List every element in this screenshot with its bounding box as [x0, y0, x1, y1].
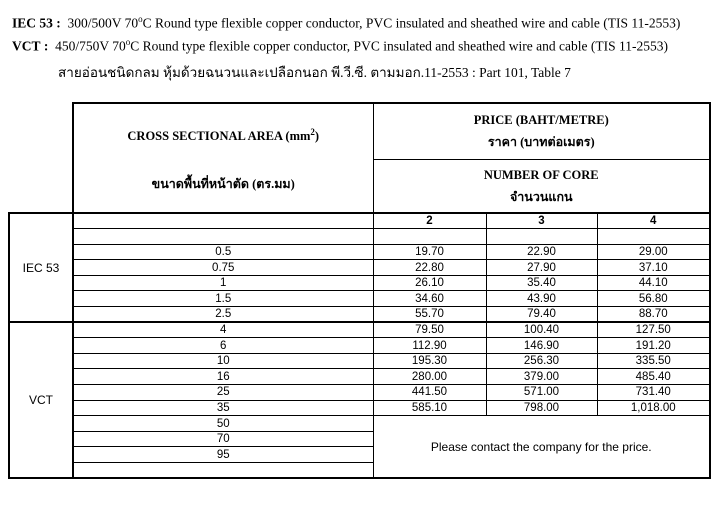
price-2-core: 280.00 — [373, 369, 486, 385]
vct-description: C Round type flexible copper conductor, PVC insulated and sheathed wire and cable (TIS 11-2553) — [130, 38, 668, 54]
price-table — [8, 102, 711, 479]
price-3-core: 79.40 — [486, 307, 597, 323]
table-row — [9, 385, 710, 401]
price-2-core: 79.50 — [373, 322, 486, 338]
core-header — [373, 159, 710, 213]
core-2-header: 2 — [373, 213, 486, 229]
degree-sign: o — [125, 37, 131, 47]
table-row — [9, 416, 710, 432]
core-header-en: NUMBER OF CORE — [483, 167, 599, 182]
price-2-core: 34.60 — [373, 291, 486, 307]
price-3-core: 100.40 — [486, 322, 597, 338]
price-3-core: 379.00 — [486, 369, 597, 385]
price-2-core: 585.10 — [373, 400, 486, 416]
table-row — [9, 322, 710, 338]
price-2-core: 22.80 — [373, 260, 486, 276]
size-cell: 70 — [73, 431, 373, 447]
core-4-header: 4 — [597, 213, 710, 229]
size-cell: 10 — [73, 353, 373, 369]
iec53-code: IEC 53 — [12, 15, 53, 31]
price-2-core: 19.70 — [373, 244, 486, 260]
header-line-thai: สายอ่อนชนิดกลม หุ้มด้วยฉนวนและเปลือกนอก พี.วี.ซี. ตามมอก.11-2553 : Part 101, Table 7 — [58, 65, 571, 80]
price-3-core: 571.00 — [486, 385, 597, 401]
price-3-core: 146.90 — [486, 338, 597, 354]
price-4-core: 335.50 — [597, 353, 710, 369]
price-4-core: 88.70 — [597, 307, 710, 323]
size-cell: 16 — [73, 369, 373, 385]
core-header-th: จำนวนแกน — [509, 189, 573, 204]
table-row — [9, 275, 710, 291]
group-label-vct: VCT — [9, 322, 73, 478]
header-line-vct — [12, 37, 668, 55]
header-line-iec53 — [12, 14, 680, 32]
price-4-core: 44.10 — [597, 275, 710, 291]
size-cell: 35 — [73, 400, 373, 416]
table-row — [9, 291, 710, 307]
separator: : — [43, 38, 49, 54]
size-cell: 25 — [73, 385, 373, 401]
price-4-core: 731.40 — [597, 385, 710, 401]
price-4-core: 1,018.00 — [597, 400, 710, 416]
price-header-en: PRICE (BAHT/METRE) — [473, 113, 609, 128]
core-3-header: 3 — [486, 213, 597, 229]
size-cell: 1.5 — [73, 291, 373, 307]
size-cell: 95 — [73, 447, 373, 463]
price-2-core: 112.90 — [373, 338, 486, 354]
area-header-sup: 2 — [310, 126, 315, 137]
area-header-th: ขนาดพื้นที่หน้าตัด (ตร.มม) — [151, 177, 295, 192]
iec53-description: C Round type flexible copper conductor, PVC insulated and sheathed wire and cable (TIS 11-2553) — [142, 15, 681, 31]
table-row — [9, 307, 710, 323]
degree-sign: o — [138, 14, 143, 24]
size-cell: 6 — [73, 338, 373, 354]
table-row — [9, 353, 710, 369]
price-4-core: 191.20 — [597, 338, 710, 354]
area-header-close: ) — [314, 129, 320, 144]
price-4-core: 485.40 — [597, 369, 710, 385]
table-row — [9, 369, 710, 385]
price-2-core: 441.50 — [373, 385, 486, 401]
table-row — [9, 260, 710, 276]
price-3-core: 798.00 — [486, 400, 597, 416]
group-label-iec53: IEC 53 — [9, 213, 73, 322]
contact-note: Please contact the company for the price. — [373, 416, 710, 478]
table-row — [9, 338, 710, 354]
price-4-core: 127.50 — [597, 322, 710, 338]
price-3-core: 35.40 — [486, 275, 597, 291]
price-4-core: 29.00 — [597, 244, 710, 260]
price-4-core: 37.10 — [597, 260, 710, 276]
table-row — [9, 244, 710, 260]
area-header — [73, 103, 373, 213]
size-cell: 50 — [73, 416, 373, 432]
area-header-en: CROSS SECTIONAL AREA (mm — [127, 129, 311, 144]
price-2-core: 55.70 — [373, 307, 486, 323]
price-2-core: 195.30 — [373, 353, 486, 369]
price-3-core: 27.90 — [486, 260, 597, 276]
price-4-core: 56.80 — [597, 291, 710, 307]
table-row — [9, 400, 710, 416]
price-2-core: 26.10 — [373, 275, 486, 291]
iec53-voltage: 300/500V 70 — [67, 15, 139, 31]
size-cell: 4 — [73, 322, 373, 338]
price-header — [373, 103, 710, 159]
size-cell: 1 — [73, 275, 373, 291]
price-header-th: ราคา (บาทต่อเมตร) — [487, 135, 595, 150]
separator: : — [56, 15, 61, 31]
size-cell: 0.5 — [73, 244, 373, 260]
price-3-core: 22.90 — [486, 244, 597, 260]
vct-voltage: 450/750V 70 — [55, 38, 126, 54]
size-cell: 2.5 — [73, 307, 373, 323]
price-3-core: 43.90 — [486, 291, 597, 307]
empty-cell — [73, 463, 373, 479]
vct-code: VCT — [12, 38, 41, 54]
size-cell: 0.75 — [73, 260, 373, 276]
price-3-core: 256.30 — [486, 353, 597, 369]
